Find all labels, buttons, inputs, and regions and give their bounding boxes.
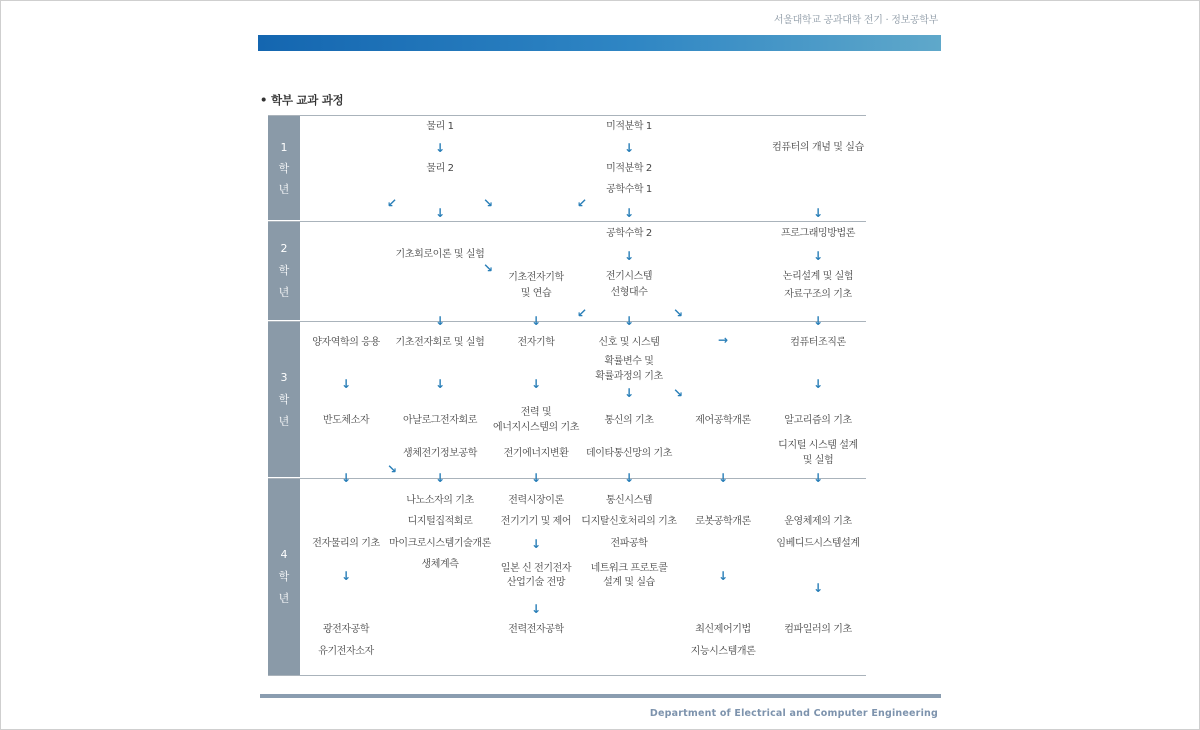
arrow-down-icon: ↓: [623, 141, 635, 155]
course-probability-2: 확률과정의 기초: [595, 371, 663, 382]
arrow-down-icon: ↓: [340, 471, 352, 485]
arrow-down-right-icon: ↘: [672, 386, 684, 400]
course-power-energy: 전력 및: [520, 407, 552, 418]
arrow-down-icon: ↓: [812, 314, 824, 328]
arrow-down-icon: ↓: [812, 249, 824, 263]
course-radio-engineering: 전파공학: [610, 538, 648, 549]
course-control-engineering: 제어공학개론: [695, 415, 751, 426]
course-optoelectronics: 광전자공학: [322, 624, 370, 635]
arrow-down-icon: ↓: [434, 206, 446, 220]
course-physics-2: 물리 2: [426, 163, 454, 174]
year-word: 년: [278, 415, 290, 428]
arrow-down-icon: ↓: [623, 314, 635, 328]
year-word: 학: [278, 162, 290, 175]
course-microsystems: 마이크로시스템기술개론: [389, 538, 491, 549]
course-communication-basics: 통신의 기초: [604, 415, 654, 426]
row-separator: [268, 321, 866, 322]
course-solid-state-physics: 전자물리의 기초: [312, 538, 380, 549]
course-calculus-1: 미적분학 1: [606, 121, 652, 132]
course-dsp: 디지탈신호처리의 기초: [581, 516, 677, 527]
arrow-down-left-icon: ↙: [386, 196, 398, 210]
arrow-down-icon: ↓: [530, 471, 542, 485]
course-basic-electronics-lab: 기초전자회로 및 실험: [395, 337, 485, 348]
course-data-communication: 데이타통신망의 기초: [585, 448, 673, 459]
year-word: 학: [278, 570, 290, 583]
course-eng-math-1: 공학수학 1: [606, 184, 652, 195]
course-network-protocol: 네트워크 프로토콜: [590, 563, 668, 574]
course-operating-systems: 운영체제의 기초: [784, 516, 852, 527]
course-calculus-2: 미적분학 2: [606, 163, 652, 174]
course-electric-systems: 전기시스템: [605, 271, 653, 282]
arrow-down-icon: ↓: [434, 314, 446, 328]
year-number: 3: [280, 371, 288, 384]
course-organic-devices: 유기전자소자: [318, 646, 374, 657]
arrow-down-icon: ↓: [623, 471, 635, 485]
year-word: 학: [278, 264, 290, 277]
course-probability: 확률변수 및: [604, 356, 654, 367]
arrow-down-icon: ↓: [623, 386, 635, 400]
course-power-market: 전력시장이론: [508, 495, 564, 506]
course-compilers: 컴파일러의 기초: [784, 624, 852, 635]
arrow-down-icon: ↓: [434, 471, 446, 485]
course-intelligent-systems: 지능시스템개론: [690, 646, 756, 657]
arrow-down-left-icon: ↙: [576, 306, 588, 320]
course-physics-1: 물리 1: [426, 121, 454, 132]
course-quantum-applications: 양자역학의 응용: [312, 337, 380, 348]
course-programming: 프로그래밍방법론: [780, 228, 856, 239]
course-advanced-control: 최신제어기법: [695, 624, 751, 635]
arrow-down-icon: ↓: [812, 377, 824, 391]
header-title: 서울대학교 공과대학 전기 · 정보공학부: [773, 15, 938, 26]
course-linear-algebra: 선형대수: [610, 287, 648, 298]
arrow-down-icon: ↓: [812, 206, 824, 220]
course-basic-electromagnetics: 기초전자기학: [508, 272, 564, 283]
course-japan-tech-2: 산업기술 전망: [506, 577, 566, 588]
year-word: 학: [278, 393, 290, 406]
course-biomeasurement: 생체계측: [421, 559, 459, 570]
section-title-text: 학부 교과 과정: [271, 93, 344, 107]
header-bar: [258, 35, 941, 51]
course-robotics: 로봇공학개론: [695, 516, 751, 527]
arrow-down-icon: ↓: [340, 377, 352, 391]
course-bioelectric: 생체전기정보공학: [402, 448, 478, 459]
footer-bar: [260, 694, 941, 698]
year-number: 4: [280, 548, 288, 561]
year-number: 1: [280, 141, 288, 154]
arrow-down-icon: ↓: [340, 569, 352, 583]
course-analog-circuits: 아날로그전자회로: [402, 415, 478, 426]
row-separator: [268, 478, 866, 479]
course-basic-electromagnetics-2: 및 연습: [520, 288, 552, 299]
row-separator: [268, 115, 866, 116]
arrow-down-icon: ↓: [623, 249, 635, 263]
arrow-down-icon: ↓: [530, 602, 542, 616]
course-signals-systems: 신호 및 시스템: [598, 337, 660, 348]
course-digital-systems-2: 및 실험: [802, 455, 834, 466]
course-data-structures: 자료구조의 기초: [784, 289, 852, 300]
year-word: 년: [278, 183, 290, 196]
section-title: [260, 92, 343, 108]
course-nano-devices: 나노소자의 기초: [406, 495, 474, 506]
year-word: 년: [278, 592, 290, 605]
arrow-down-right-icon: ↘: [386, 462, 398, 476]
course-semiconductor-devices: 반도체소자: [322, 415, 370, 426]
arrow-right-icon: →: [717, 333, 729, 347]
arrow-down-icon: ↓: [434, 141, 446, 155]
row-separator: [268, 221, 866, 222]
course-logic-design: 논리설계 및 실험: [782, 271, 854, 282]
course-communication-systems: 통신시스템: [605, 495, 653, 506]
course-computer-organization: 컴퓨터조직론: [790, 337, 846, 348]
arrow-down-icon: ↓: [434, 377, 446, 391]
course-computer-concepts: 컴퓨터의 개념 및 실습: [772, 142, 864, 153]
course-algorithms: 알고리즘의 기초: [784, 415, 852, 426]
course-eng-math-2: 공학수학 2: [606, 228, 652, 239]
year-word: 년: [278, 286, 290, 299]
footer-department: Department of Electrical and Computer Engineering: [649, 708, 938, 719]
course-circuit-theory-lab: 기초회로이론 및 실험: [395, 249, 485, 260]
course-power-electronics: 전력전자공학: [508, 624, 564, 635]
arrow-down-right-icon: ↘: [672, 306, 684, 320]
arrow-down-icon: ↓: [530, 377, 542, 391]
arrow-down-right-icon: ↘: [482, 196, 494, 210]
course-network-protocol-2: 설계 및 실습: [603, 577, 655, 588]
arrow-down-icon: ↓: [717, 471, 729, 485]
arrow-down-icon: ↓: [623, 206, 635, 220]
arrow-down-icon: ↓: [812, 581, 824, 595]
course-power-energy-2: 에너지시스템의 기초: [492, 422, 580, 433]
course-energy-conversion: 전기에너지변환: [503, 448, 569, 459]
arrow-down-left-icon: ↙: [576, 196, 588, 210]
arrow-down-icon: ↓: [717, 569, 729, 583]
row-separator: [268, 675, 866, 676]
course-embedded-systems: 임베디드시스템설계: [776, 538, 860, 549]
course-digital-ic: 디지털집적회로: [407, 516, 473, 527]
course-electric-machines: 전기기기 및 제어: [500, 516, 572, 527]
year-number: 2: [280, 242, 288, 255]
arrow-down-icon: ↓: [530, 314, 542, 328]
arrow-down-icon: ↓: [812, 471, 824, 485]
arrow-down-icon: ↓: [530, 537, 542, 551]
course-electromagnetics: 전자기학: [517, 337, 555, 348]
course-japan-tech: 일본 신 전기전자: [500, 563, 572, 574]
section-bullet: •: [260, 93, 268, 107]
arrow-down-right-icon: ↘: [482, 261, 494, 275]
course-digital-systems: 디지털 시스템 설계: [778, 440, 858, 451]
